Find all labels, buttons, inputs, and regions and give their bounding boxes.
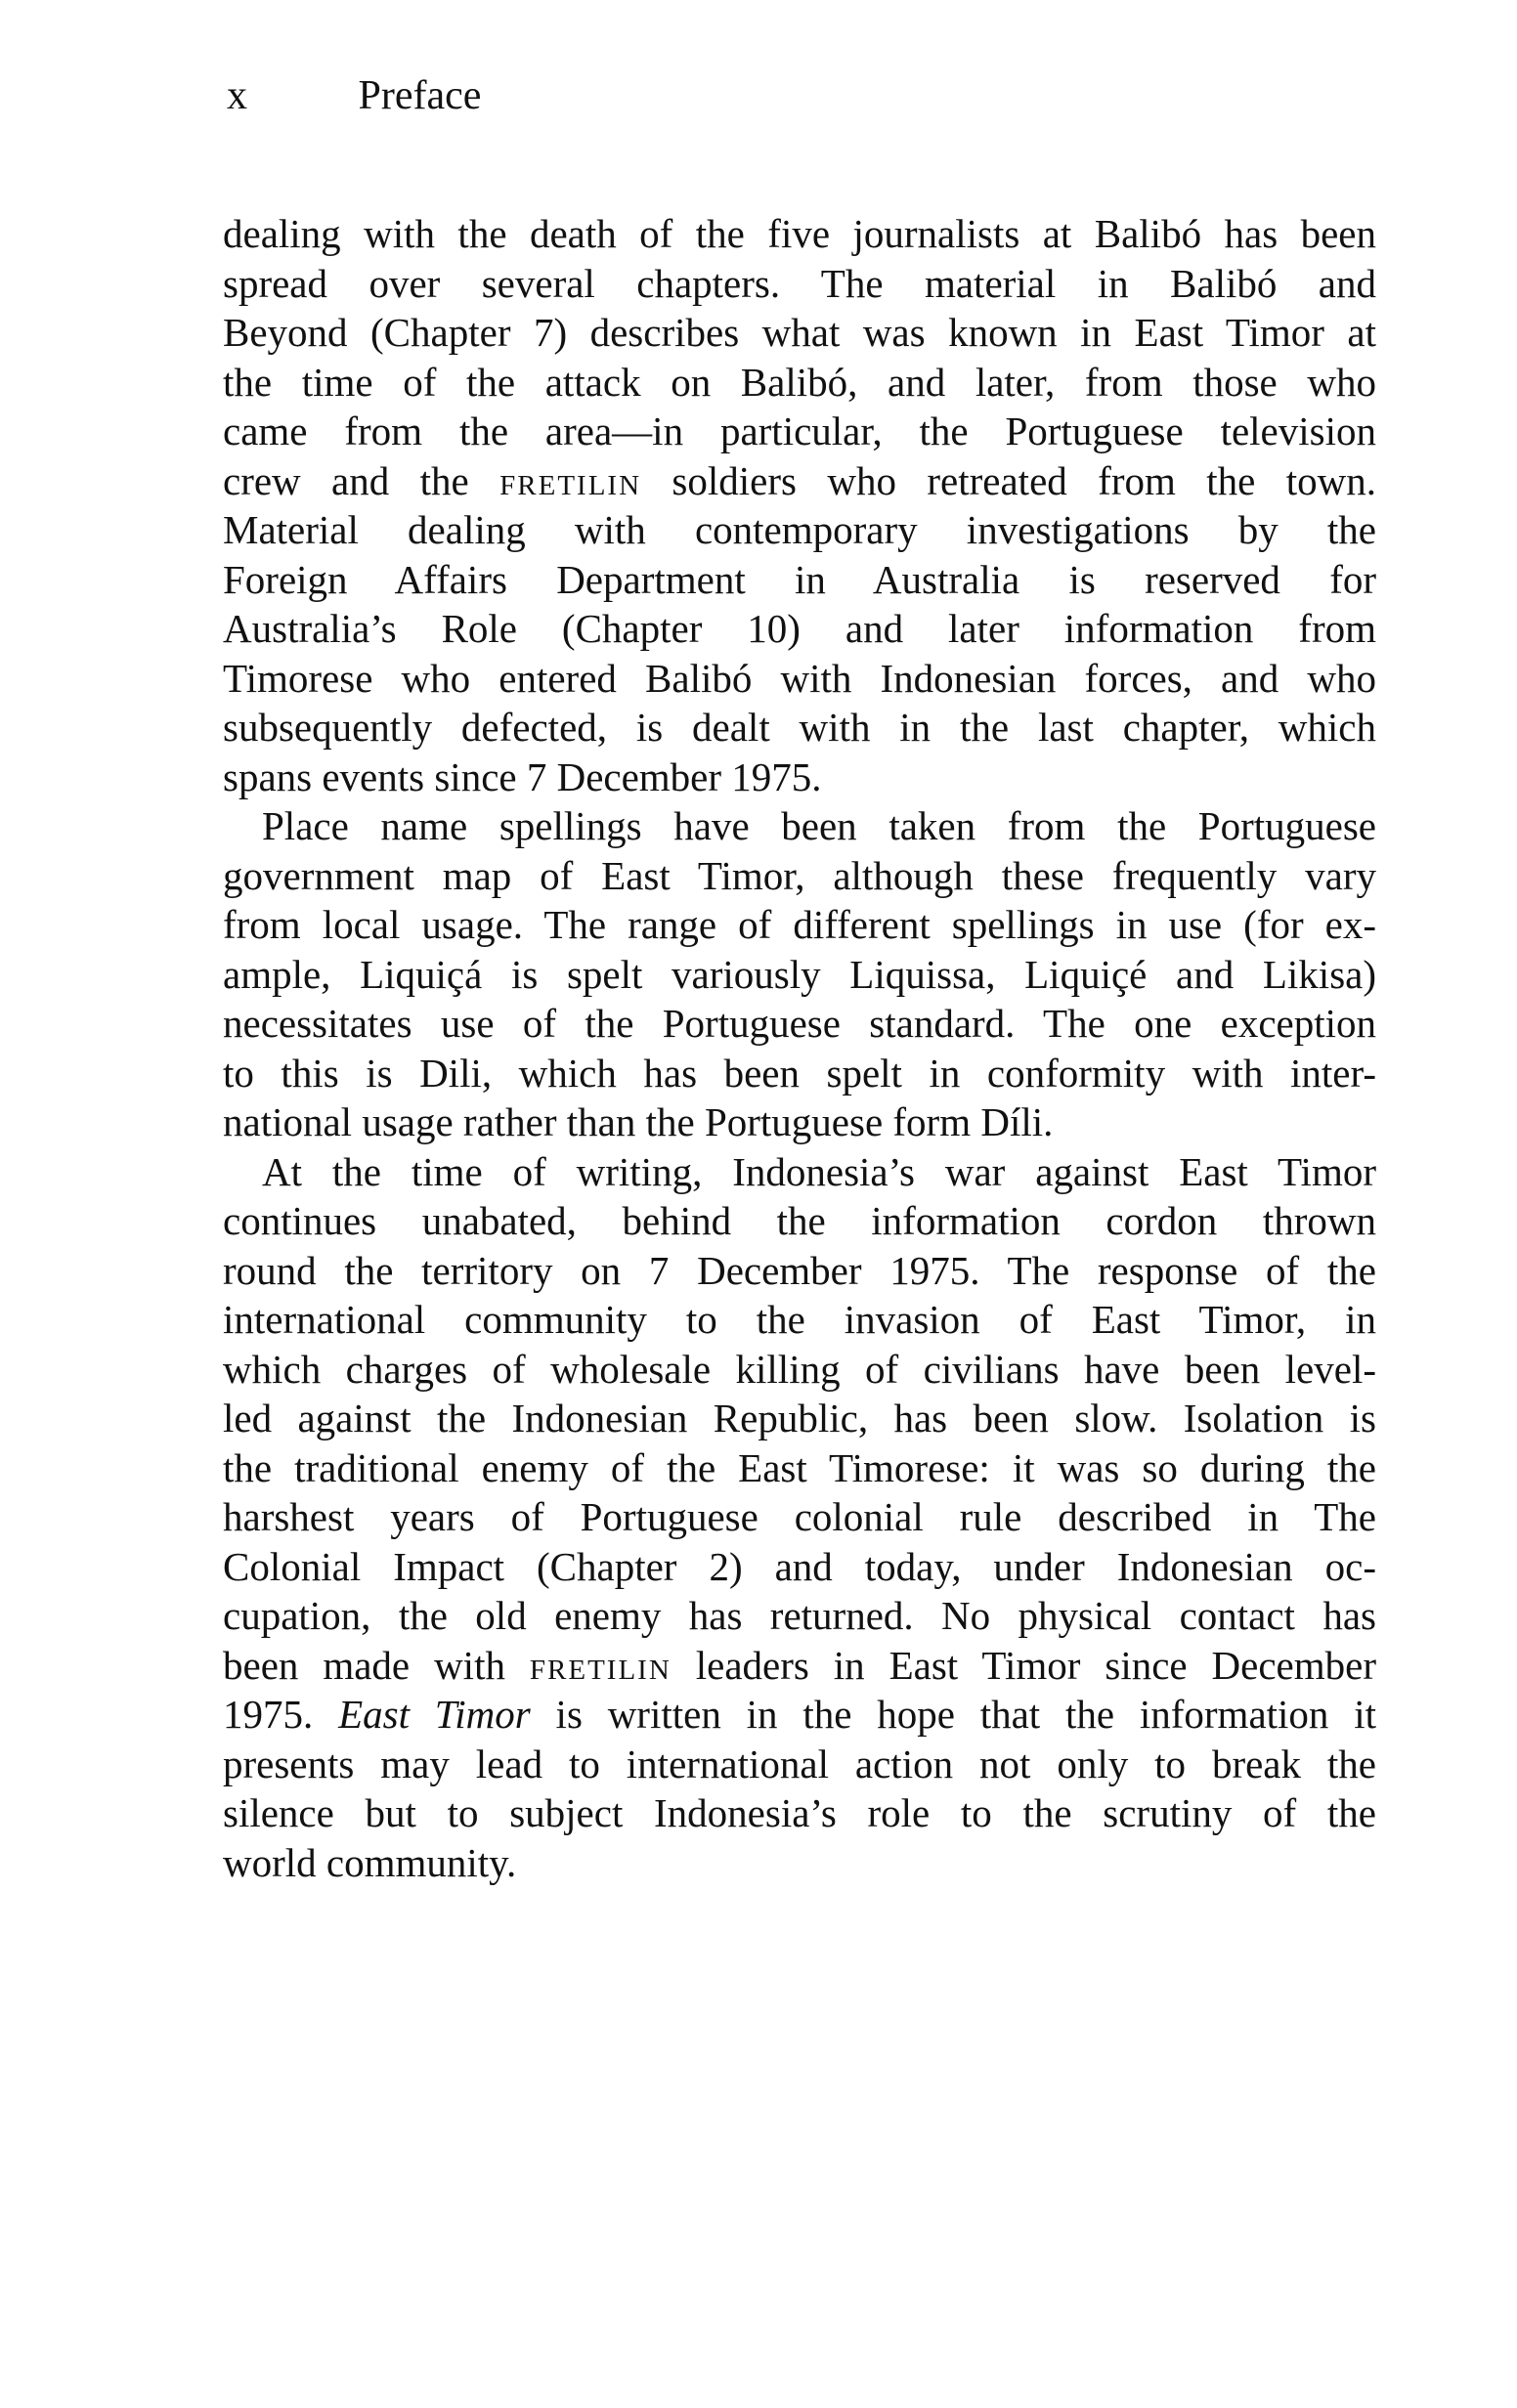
text-line: to this is Dili, which has been spelt in conformity with inter- (223, 1050, 1376, 1096)
text-line (223, 1690, 1376, 1740)
text-segment: leaders in East Timor since December (671, 1642, 1376, 1688)
text-line: Timorese who entered Balibó with Indonesian forces, and who (223, 655, 1376, 701)
body-text (223, 209, 1376, 1887)
text-line: subsequently defected, is dealt with in the last chapter, which (223, 705, 1376, 750)
text-line: harshest years of Portuguese colonial rule described in The (223, 1494, 1376, 1539)
text-line: round the territory on 7 December 1975. The response of the (223, 1247, 1376, 1293)
small-caps-term: FRETILIN (529, 1654, 672, 1686)
text-line: presents may lead to international action not only to break the (223, 1741, 1376, 1786)
text-line: ample, Liquiçá is spelt variously Liquissa, Liquiçé and Likisa) (223, 951, 1376, 997)
text-line: which charges of wholesale killing of civilians have been level- (223, 1346, 1376, 1392)
page-number: x (227, 73, 247, 118)
text-line: the traditional enemy of the East Timorese: it was so during the (223, 1444, 1376, 1490)
text-line: world community. (223, 1839, 517, 1885)
text-line: international community to the invasion of East Timor, in (223, 1297, 1376, 1342)
text-line: the time of the attack on Balibó, and later, from those who (223, 359, 1376, 405)
running-head-title: Preface (358, 73, 482, 118)
italic-title: East Timor (338, 1692, 531, 1737)
text-line: came from the area—in particular, the Portuguese television (223, 408, 1376, 453)
text-segment: 1975. (223, 1692, 339, 1737)
text-line: silence but to subject Indonesia’s role to the scrutiny of the (223, 1790, 1376, 1835)
text-line: Australia’s Role (Chapter 10) and later information from (223, 606, 1376, 651)
small-caps-term: FRETILIN (499, 469, 642, 501)
text-line: led against the Indonesian Republic, has been slow. Isolation is (223, 1396, 1376, 1440)
text-line: Material dealing with contemporary investigations by the (223, 507, 1376, 552)
text-line: Place name spellings have been taken from the Portuguese (262, 803, 1376, 848)
text-line (223, 1641, 1376, 1691)
text-line (223, 456, 1376, 506)
text-segment: soldiers who retreated from the town. (641, 457, 1376, 503)
text-line: dealing with the death of the five journalists at Balibó has been (223, 211, 1376, 256)
text-line: Foreign Affairs Department in Australia is reserved for (223, 556, 1376, 602)
text-segment: crew and the (223, 457, 500, 503)
text-line: Colonial Impact (Chapter 2) and today, under Indonesian oc- (223, 1543, 1376, 1589)
text-line: national usage rather than the Portuguese form Díli. (223, 1099, 1054, 1144)
text-line: continues unabated, behind the information cordon thrown (223, 1198, 1376, 1243)
text-line: spans events since 7 December 1975. (223, 753, 822, 799)
text-segment: is written in the hope that the information it (530, 1692, 1377, 1737)
running-head (227, 70, 481, 121)
text-line: Beyond (Chapter 7) describes what was known in East Timor at (223, 310, 1376, 355)
text-segment: been made with (223, 1642, 530, 1688)
text-line: necessitates use of the Portuguese standard. The one exception (223, 1001, 1376, 1046)
text-line: At the time of writing, Indonesia’s war against East Timor (262, 1148, 1376, 1194)
text-line: government map of East Timor, although these frequently vary (223, 852, 1376, 898)
text-line: cupation, the old enemy has returned. No physical contact has (223, 1593, 1376, 1638)
text-line: spread over several chapters. The material in Balibó and (223, 260, 1376, 306)
text-line: from local usage. The range of different spellings in use (for ex- (223, 902, 1376, 947)
